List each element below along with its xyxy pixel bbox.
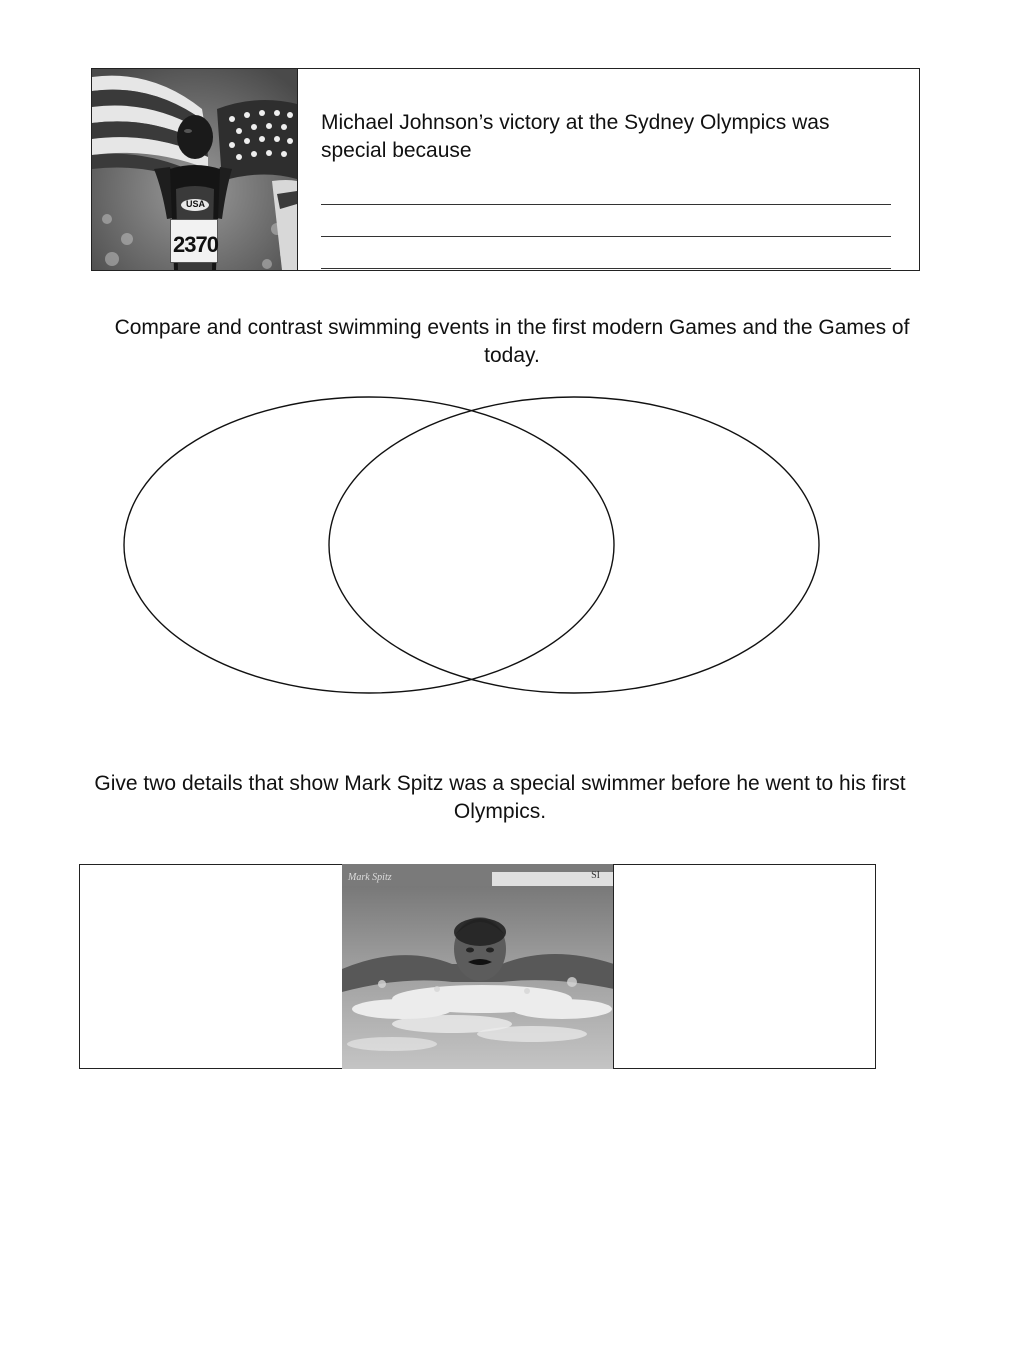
venn-diagram [118,392,828,702]
si-logo: SI [591,870,600,881]
johnson-answer-lines[interactable] [321,173,891,271]
venn-left-circle[interactable] [124,397,614,693]
answer-line[interactable] [321,269,511,271]
answer-line[interactable] [321,205,891,237]
johnson-prompt: Michael Johnson’s victory at the Sydney Olympics was special because [321,111,830,162]
photo-caption: Mark Spitz [348,872,392,883]
answer-line[interactable] [321,237,891,269]
bib-number: 2370 [173,232,218,257]
race-bib [170,219,218,263]
spitz-swimming-illustration [342,864,614,1069]
answer-line[interactable] [321,173,891,205]
venn-right-circle[interactable] [329,397,819,693]
jersey-text: USA [186,199,206,209]
mark-spitz-photo [342,864,614,1069]
spitz-prompt: Give two details that show Mark Spitz was a special swimmer before he went to his first Olympics. [94,772,906,823]
spitz-detail-box-2[interactable] [613,864,876,1069]
compare-contrast-prompt: Compare and contrast swimming events in the first modern Games and the Games of today. [114,316,910,367]
johnson-question-box [91,68,920,271]
michael-johnson-photo [92,69,298,270]
spitz-detail-box-1[interactable] [79,864,343,1069]
